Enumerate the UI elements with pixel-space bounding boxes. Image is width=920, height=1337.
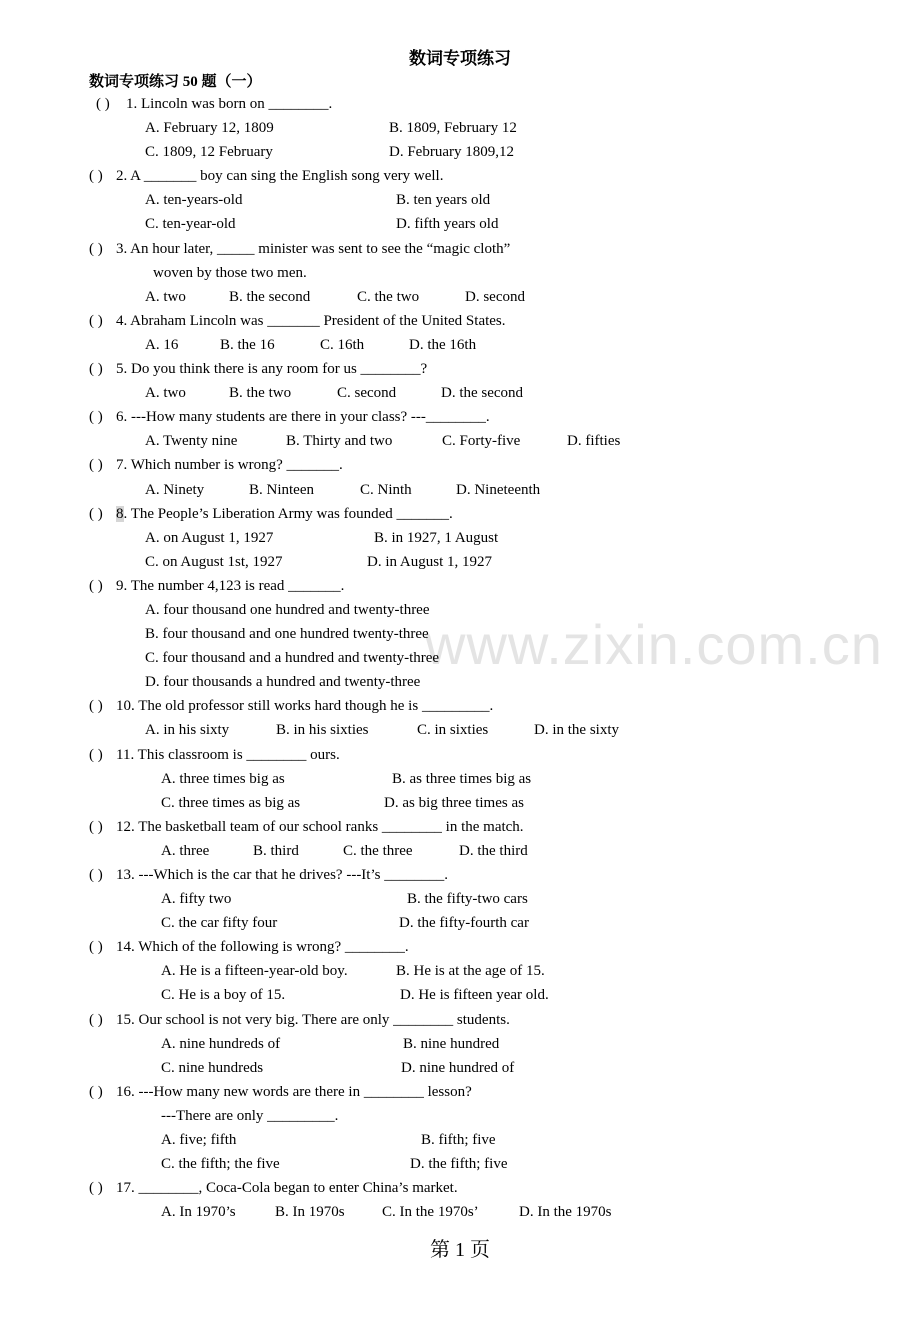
question-stem bbox=[126, 92, 332, 116]
answer-option[interactable]: D. in August 1, 1927 bbox=[367, 553, 493, 570]
answer-blank[interactable]: ( ) bbox=[89, 361, 103, 378]
question-stem-line bbox=[0, 743, 920, 767]
answer-blank[interactable]: ( ) bbox=[89, 1083, 103, 1100]
answer-option[interactable]: B. ten years old bbox=[396, 192, 491, 209]
answer-option[interactable]: C. 16th bbox=[320, 336, 365, 353]
question-text: 2. A _______ boy can sing the English song very well. bbox=[116, 168, 444, 185]
answer-option[interactable]: D. He is fifteen year old. bbox=[400, 987, 549, 1004]
answer-option[interactable]: C. the fifth; the five bbox=[161, 1156, 280, 1173]
question-stem bbox=[116, 309, 506, 333]
answer-option[interactable]: C. 1809, 12 February bbox=[145, 144, 273, 161]
answer-option[interactable]: D. in the sixty bbox=[534, 722, 619, 739]
options-row bbox=[0, 911, 920, 935]
answer-option[interactable]: C. ten-year-old bbox=[145, 216, 236, 233]
question-stem bbox=[116, 164, 443, 188]
answer-option[interactable]: C. four thousand and a hundred and twenty-three bbox=[145, 650, 440, 667]
answer-option[interactable]: C. Forty-five bbox=[442, 433, 521, 450]
question-text: 15. Our school is not very big. There are only ________ students. bbox=[116, 1011, 510, 1028]
question-text: 4. Abraham Lincoln was _______ President of the United States. bbox=[116, 312, 506, 329]
options-row bbox=[0, 285, 920, 309]
question-stem bbox=[116, 1080, 472, 1104]
answer-blank[interactable]: ( ) bbox=[89, 505, 103, 522]
answer-blank[interactable]: ( ) bbox=[89, 240, 103, 257]
options-row bbox=[0, 598, 920, 622]
question-stem-line bbox=[0, 574, 920, 598]
answer-blank[interactable]: ( ) bbox=[89, 457, 103, 474]
answer-option[interactable]: B. four thousand and one hundred twenty-three bbox=[145, 626, 429, 643]
answer-option[interactable]: B. in his sixties bbox=[276, 722, 369, 739]
question-text: 9. The number 4,123 is read _______. bbox=[116, 577, 345, 594]
question-stem-line bbox=[0, 502, 920, 526]
answer-option[interactable]: D. the third bbox=[459, 842, 528, 859]
question-stem bbox=[116, 815, 524, 839]
question-stem-line bbox=[0, 405, 920, 429]
answer-option[interactable]: A. fifty two bbox=[161, 891, 232, 908]
options-row bbox=[0, 478, 920, 502]
answer-option[interactable]: D. second bbox=[465, 288, 525, 305]
answer-option[interactable]: B. as three times big as bbox=[392, 770, 532, 787]
question-stem bbox=[116, 863, 448, 887]
options-row bbox=[0, 959, 920, 983]
question-stem bbox=[116, 694, 493, 718]
answer-option[interactable]: B. in 1927, 1 August bbox=[374, 529, 499, 546]
options-row bbox=[0, 791, 920, 815]
answer-option[interactable]: D. fifties bbox=[567, 433, 621, 450]
answer-option[interactable]: D. Nineteenth bbox=[456, 481, 541, 498]
options-row bbox=[0, 526, 920, 550]
answer-option[interactable]: C. nine hundreds bbox=[161, 1059, 264, 1076]
answer-option[interactable]: B. 1809, February 12 bbox=[389, 120, 517, 137]
answer-option[interactable]: C. on August 1st, 1927 bbox=[145, 553, 283, 570]
watermark: www.zixin.com.cn bbox=[425, 613, 883, 676]
question-stem bbox=[116, 574, 344, 598]
answer-option[interactable]: D. the fifth; five bbox=[410, 1156, 508, 1173]
answer-option[interactable]: D. as big three times as bbox=[384, 794, 524, 811]
options-row bbox=[0, 140, 920, 164]
answer-option[interactable]: B. nine hundred bbox=[403, 1035, 500, 1052]
answer-blank[interactable]: ( ) bbox=[89, 1011, 103, 1028]
answer-option[interactable]: A. He is a fifteen-year-old boy. bbox=[161, 963, 348, 980]
question-text: 16. ---How many new words are there in ________ lesson? bbox=[116, 1083, 472, 1100]
options-row bbox=[0, 116, 920, 140]
question-stem bbox=[116, 935, 409, 959]
answer-option[interactable]: C. the three bbox=[343, 842, 413, 859]
answer-option[interactable]: A. three bbox=[161, 842, 210, 859]
options-row bbox=[0, 188, 920, 212]
question-text: . The People’s Liberation Army was founded _______. bbox=[123, 505, 453, 522]
answer-blank[interactable]: ( ) bbox=[89, 867, 103, 883]
answer-option[interactable]: A. 16 bbox=[145, 336, 179, 353]
answer-option[interactable]: C. three times as big as bbox=[161, 794, 301, 811]
page-footer: 第 1 页 bbox=[430, 1239, 490, 1261]
question-list bbox=[0, 92, 920, 1224]
question-text: 11. This classroom is ________ ours. bbox=[116, 746, 340, 763]
answer-option[interactable]: D. the fifty-fourth car bbox=[399, 915, 529, 932]
answer-option[interactable]: B. the second bbox=[229, 288, 311, 305]
answer-option[interactable]: C. the two bbox=[357, 288, 420, 305]
options-row bbox=[0, 1152, 920, 1176]
options-row bbox=[0, 1032, 920, 1056]
question-text: 10. The old professor still works hard though he is _________. bbox=[116, 698, 494, 715]
answer-blank[interactable]: ( ) bbox=[89, 1180, 103, 1197]
page-title: 数词专项练习 bbox=[409, 49, 511, 68]
question-text: 17. ________, Coca-Cola began to enter China’s market. bbox=[116, 1180, 458, 1197]
options-row bbox=[0, 670, 920, 694]
answer-option[interactable]: A. Twenty nine bbox=[145, 433, 238, 450]
answer-option[interactable]: A. ten-years-old bbox=[145, 192, 243, 209]
answer-option[interactable]: B. the fifty-two cars bbox=[407, 891, 528, 908]
question-stem bbox=[116, 743, 340, 767]
question-continuation-line bbox=[0, 261, 920, 285]
answer-option[interactable]: C. the car fifty four bbox=[161, 915, 278, 932]
question-stem bbox=[116, 405, 490, 429]
answer-option[interactable]: B. In 1970s bbox=[275, 1204, 345, 1221]
question-stem-line bbox=[0, 1080, 920, 1104]
answer-option[interactable]: A. in his sixty bbox=[145, 722, 230, 739]
answer-option[interactable]: C. Ninth bbox=[360, 481, 412, 498]
answer-option[interactable]: D. the second bbox=[441, 385, 524, 402]
options-row bbox=[0, 550, 920, 574]
question-text: 6. ---How many students are there in your class? ---________. bbox=[116, 409, 490, 426]
answer-option[interactable]: D. the 16th bbox=[409, 336, 477, 353]
question-stem bbox=[116, 1008, 510, 1032]
question-stem-line bbox=[0, 237, 920, 261]
options-row bbox=[0, 1056, 920, 1080]
options-row bbox=[0, 212, 920, 236]
question-continuation: ---There are only _________. bbox=[161, 1107, 339, 1124]
options-row bbox=[0, 1200, 920, 1224]
question-continuation: woven by those two men. bbox=[153, 264, 307, 281]
options-row bbox=[0, 887, 920, 911]
options-row bbox=[0, 429, 920, 453]
answer-option[interactable]: D. nine hundred of bbox=[401, 1059, 515, 1076]
options-row bbox=[0, 646, 920, 670]
answer-option[interactable]: A. nine hundreds of bbox=[161, 1035, 281, 1052]
question-stem-line bbox=[0, 935, 920, 959]
answer-option[interactable]: A. five; fifth bbox=[161, 1132, 237, 1149]
answer-option[interactable]: A. two bbox=[145, 385, 186, 402]
question-stem-line bbox=[0, 164, 920, 188]
answer-option[interactable]: B. Ninteen bbox=[249, 481, 314, 498]
answer-option[interactable]: A. February 12, 1809 bbox=[145, 120, 274, 137]
options-row bbox=[0, 983, 920, 1007]
question-number-highlight: 8 bbox=[116, 505, 124, 522]
options-row bbox=[0, 333, 920, 357]
question-text: 5. Do you think there is any room for us ________? bbox=[116, 361, 428, 378]
answer-option[interactable]: C. second bbox=[337, 385, 397, 402]
answer-option[interactable]: B. He is at the age of 15. bbox=[396, 963, 545, 980]
question-text: 14. Which of the following is wrong? ________. bbox=[116, 939, 409, 956]
answer-blank[interactable]: ( ) bbox=[89, 168, 103, 185]
answer-option[interactable]: D. four thousands a hundred and twenty-three bbox=[145, 674, 421, 691]
question-stem-line bbox=[0, 694, 920, 718]
answer-option[interactable]: C. He is a boy of 15. bbox=[161, 987, 286, 1004]
question-stem bbox=[116, 1176, 458, 1200]
question-text: 13. ---Which is the car that he drives? ---It’s ________. bbox=[116, 867, 448, 883]
question-text: 3. An hour later, _____ minister was sent to see the “magic cloth” bbox=[116, 240, 511, 257]
answer-blank[interactable]: ( ) bbox=[89, 818, 103, 835]
question-text: 12. The basketball team of our school ranks ________ in the match. bbox=[116, 818, 524, 835]
question-stem-line bbox=[0, 815, 920, 839]
question-text: 7. Which number is wrong? _______. bbox=[116, 457, 343, 474]
options-row bbox=[0, 839, 920, 863]
answer-option[interactable]: D. In the 1970s bbox=[519, 1204, 612, 1221]
question-continuation-line bbox=[0, 1104, 920, 1128]
section-title: 数词专项练习 50 题（一） bbox=[89, 74, 262, 90]
answer-option[interactable]: B. the two bbox=[229, 385, 292, 402]
answer-option[interactable]: A. on August 1, 1927 bbox=[145, 529, 274, 546]
answer-option[interactable]: B. fifth; five bbox=[421, 1132, 496, 1149]
answer-option[interactable]: A. Ninety bbox=[145, 481, 205, 498]
options-row bbox=[0, 767, 920, 791]
answer-option[interactable]: A. three times big as bbox=[161, 770, 285, 787]
question-text: 1. Lincoln was born on ________. bbox=[126, 96, 333, 112]
answer-option[interactable]: A. two bbox=[145, 288, 186, 305]
question-stem-line bbox=[0, 1176, 920, 1200]
question-stem-line bbox=[0, 863, 920, 887]
answer-blank[interactable]: ( ) bbox=[96, 96, 110, 112]
question-stem-line bbox=[0, 309, 920, 333]
answer-blank[interactable]: ( ) bbox=[89, 939, 103, 956]
question-stem-line bbox=[0, 453, 920, 477]
answer-blank[interactable]: ( ) bbox=[89, 746, 103, 763]
answer-blank[interactable]: ( ) bbox=[89, 698, 103, 715]
answer-option[interactable]: D. fifth years old bbox=[396, 216, 499, 233]
answer-option[interactable]: A. In 1970’s bbox=[161, 1204, 236, 1221]
answer-option[interactable]: D. February 1809,12 bbox=[389, 144, 514, 161]
question-stem-line bbox=[0, 357, 920, 381]
answer-blank[interactable]: ( ) bbox=[89, 312, 103, 329]
answer-option[interactable]: B. Thirty and two bbox=[286, 433, 393, 450]
answer-option[interactable]: B. the 16 bbox=[220, 336, 275, 353]
answer-option[interactable]: A. four thousand one hundred and twenty-three bbox=[145, 601, 430, 618]
options-row bbox=[0, 718, 920, 742]
question-stem bbox=[116, 502, 453, 526]
answer-option[interactable]: C. In the 1970s’ bbox=[382, 1204, 479, 1221]
answer-option[interactable]: B. third bbox=[253, 842, 299, 859]
options-row bbox=[0, 1128, 920, 1152]
question-stem bbox=[116, 453, 343, 477]
answer-option[interactable]: C. in sixties bbox=[417, 722, 489, 739]
answer-blank[interactable]: ( ) bbox=[89, 577, 103, 594]
question-stem bbox=[116, 357, 427, 381]
question-stem-line bbox=[0, 1008, 920, 1032]
options-row bbox=[0, 381, 920, 405]
question-stem bbox=[116, 237, 510, 261]
question-stem-line bbox=[0, 92, 920, 116]
options-row bbox=[0, 622, 920, 646]
answer-blank[interactable]: ( ) bbox=[89, 409, 103, 426]
